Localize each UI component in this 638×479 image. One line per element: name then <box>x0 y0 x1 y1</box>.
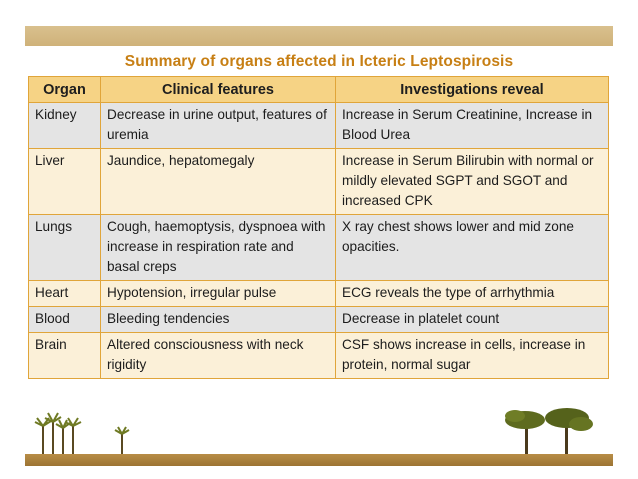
organs-table <box>28 76 609 379</box>
organ-cell: Brain <box>29 333 101 379</box>
table-row <box>29 281 609 307</box>
investigations-cell: X ray chest shows lower and mid zone opacities. <box>336 215 609 281</box>
organ-cell: Kidney <box>29 103 101 149</box>
organ-cell: Lungs <box>29 215 101 281</box>
investigations-cell: ECG reveals the type of arrhythmia <box>336 281 609 307</box>
clinical-cell: Altered consciousness with neck rigidity <box>101 333 336 379</box>
clinical-cell: Hypotension, irregular pulse <box>101 281 336 307</box>
organ-cell: Blood <box>29 307 101 333</box>
header-clinical-features: Clinical features <box>101 77 336 103</box>
investigations-cell: Decrease in platelet count <box>336 307 609 333</box>
tree-right-group <box>505 408 593 458</box>
clinical-cell: Cough, haemoptysis, dyspnoea with increase in respiration rate and basal creps <box>101 215 336 281</box>
clinical-cell: Decrease in urine output, features of uremia <box>101 103 336 149</box>
clinical-cell: Jaundice, hepatomegaly <box>101 149 336 215</box>
header-organ: Organ <box>29 77 101 103</box>
organ-cell: Heart <box>29 281 101 307</box>
table-row <box>29 333 609 379</box>
slide-title: Summary of organs affected in Icteric Leptospirosis <box>124 53 514 70</box>
table-row <box>29 307 609 333</box>
clinical-cell: Bleeding tendencies <box>101 307 336 333</box>
investigations-cell: Increase in Serum Bilirubin with normal or mildly elevated SGPT and SGOT and increased CPK <box>336 149 609 215</box>
table-row <box>29 103 609 149</box>
header-investigations: Investigations reveal <box>336 77 609 103</box>
ground-strip <box>25 454 613 466</box>
organ-cell: Liver <box>29 149 101 215</box>
palm-tree-left-group <box>35 413 129 456</box>
table-row <box>29 149 609 215</box>
investigations-cell: CSF shows increase in cells, increase in protein, normal sugar <box>336 333 609 379</box>
table-header-row <box>29 77 609 103</box>
tree-illustration <box>25 404 613 460</box>
top-decorative-band <box>25 26 613 46</box>
investigations-cell: Increase in Serum Creatinine, Increase in Blood Urea <box>336 103 609 149</box>
table-row <box>29 215 609 281</box>
